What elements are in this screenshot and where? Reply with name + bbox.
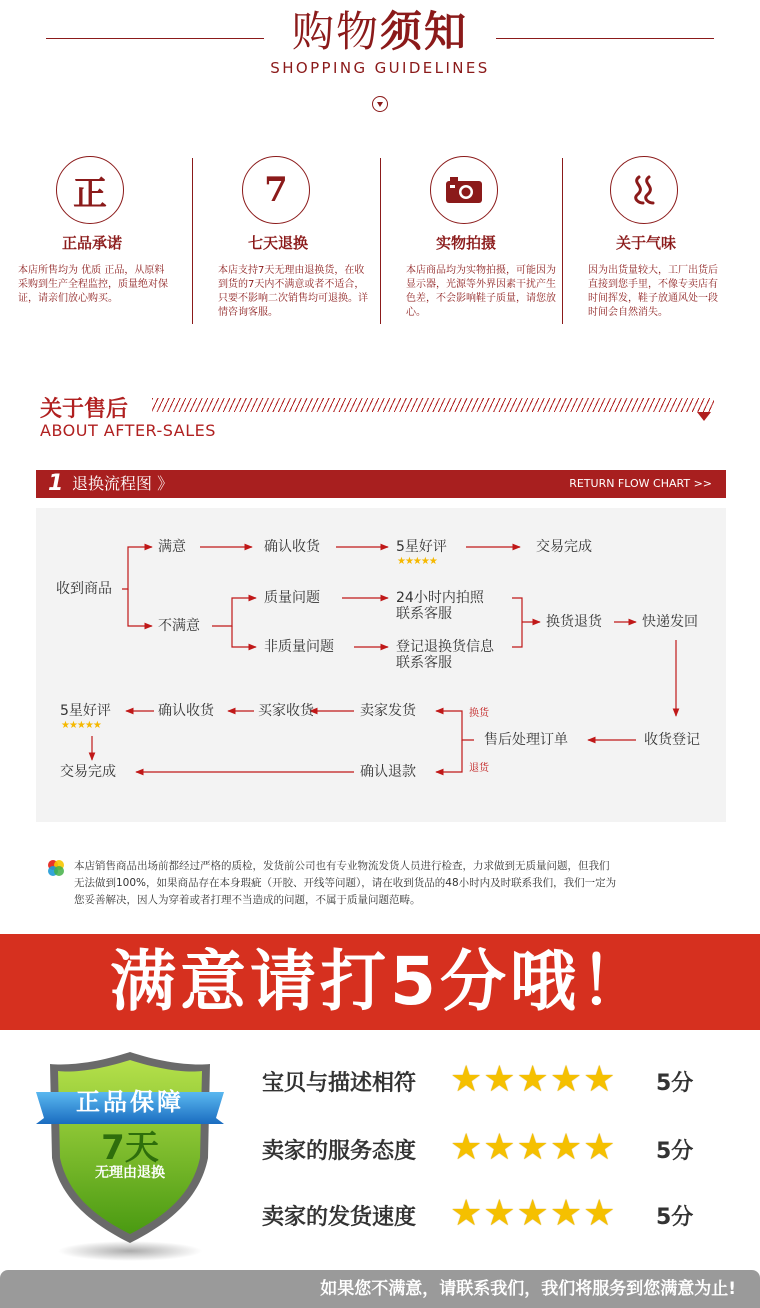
feature-title: 七天退换 bbox=[247, 234, 308, 252]
flow-non-quality-issue: 非质量问题 bbox=[264, 639, 334, 655]
star-rating-icon: ★★★★★ bbox=[450, 1059, 617, 1100]
flow-confirm-receipt-2: 确认收货 bbox=[158, 703, 214, 719]
zheng-icon: 正 bbox=[56, 156, 124, 224]
after-sales-subtitle: ABOUT AFTER-SALES bbox=[40, 421, 216, 440]
notice-line: 无法做到100%，如果商品存在本身瑕疵（开胶、开线等问题），请在收到货品的48小时内及时联系我们，我们一定为 bbox=[74, 877, 617, 889]
flow-unsatisfied: 不满意 bbox=[158, 618, 200, 634]
rating-request-banner bbox=[0, 934, 760, 1030]
footer-text: 如果您不满意，请联系我们，我们将服务到您满意为止! bbox=[320, 1279, 736, 1299]
flow-register-info: 登记退换货信息 bbox=[396, 639, 494, 655]
flow-five-star: 5星好评 bbox=[396, 539, 447, 555]
badge-subtitle: 无理由退换 bbox=[95, 1165, 165, 1181]
flow-five-star-2: 5星好评 bbox=[60, 703, 111, 719]
notice-line: 本店销售商品出场前都经过严格的质检，发货前公司也有专业物流发货人员进行检查，力求做到无质量问题，但我们 bbox=[74, 860, 610, 872]
section-number: 1 bbox=[48, 471, 64, 496]
flow-contact-service: 联系客服 bbox=[396, 606, 452, 622]
badge-title: 正品保障 bbox=[76, 1088, 184, 1116]
flow-confirm-receipt: 确认收货 bbox=[264, 539, 320, 555]
flow-buyer-receive: 买家收货 bbox=[258, 703, 314, 719]
flow-exchange-return: 换货退货 bbox=[546, 614, 602, 630]
flow-confirm-refund: 确认退款 bbox=[360, 764, 416, 780]
flow-return-tag: 退货 bbox=[469, 763, 489, 774]
flow-ship-back: 快递发回 bbox=[642, 614, 698, 630]
title-part-2: 须知 bbox=[380, 7, 469, 56]
feature-title: 关于气味 bbox=[615, 234, 676, 252]
color-dots-icon bbox=[46, 858, 66, 878]
section-label: 退换流程图 》 bbox=[72, 474, 174, 493]
title-part-1: 购物 bbox=[291, 7, 380, 56]
after-sales-title: 关于售后 bbox=[40, 397, 129, 422]
feature-text: 本店商品均为实物拍摄，可能因为显示器，光源等外界因素干扰产生色差，不会影响鞋子质量，请您放心。 bbox=[406, 265, 556, 318]
page-subtitle: SHOPPING GUIDELINES bbox=[270, 59, 490, 77]
rating-label: 宝贝与描述相符 bbox=[262, 1071, 417, 1096]
rating-score: 5分 bbox=[656, 1071, 694, 1096]
notice-line: 您妥善解决，因人为穿着或者打理不当造成的问题，不属于质量问题范畴。 bbox=[74, 894, 421, 906]
flow-satisfied: 满意 bbox=[158, 539, 186, 555]
rating-score: 5分 bbox=[656, 1205, 694, 1230]
feature-text: 因为出货量较大，工厂出货后直接到您手里，不像专卖店有时间挥发，鞋子放通风处一段时间会自然消失。 bbox=[588, 265, 718, 318]
section-label-en: RETURN FLOW CHART >> bbox=[569, 477, 712, 490]
rating-label: 卖家的发货速度 bbox=[262, 1205, 417, 1230]
feature-title: 正品承诺 bbox=[61, 234, 122, 252]
flow-photo-24h: 24小时内拍照 bbox=[396, 590, 484, 606]
flow-quality-issue: 质量问题 bbox=[264, 590, 320, 606]
footer-bar bbox=[0, 1270, 760, 1308]
flow-process-order: 售后处理订单 bbox=[484, 732, 568, 748]
feature-text: 本店所售均为 优质 正品，从原料采购到生产全程监控，质量绝对保证，请亲们放心购买。 bbox=[18, 265, 168, 304]
seven-icon: 7 bbox=[242, 156, 310, 224]
flow-contact-service-2: 联系客服 bbox=[396, 655, 452, 671]
badge-days: 7天 bbox=[101, 1128, 159, 1168]
flow-received: 收到商品 bbox=[56, 581, 112, 597]
rating-score: 5分 bbox=[656, 1139, 694, 1164]
rating-label: 卖家的服务态度 bbox=[262, 1139, 417, 1164]
feature-title: 实物拍摄 bbox=[435, 234, 496, 252]
flow-receipt-register: 收货登记 bbox=[644, 732, 700, 748]
flow-deal-done-2: 交易完成 bbox=[60, 764, 116, 780]
flow-deal-done: 交易完成 bbox=[536, 539, 592, 555]
star-rating-icon: ★★★★★ bbox=[450, 1127, 617, 1168]
star-rating-icon: ★★★★★ bbox=[397, 556, 437, 567]
flow-seller-ship: 卖家发货 bbox=[360, 703, 416, 719]
quality-notice bbox=[74, 858, 724, 909]
flow-exchange-tag: 换货 bbox=[469, 708, 489, 719]
star-rating-icon: ★★★★★ bbox=[450, 1193, 617, 1234]
star-rating-icon: ★★★★★ bbox=[61, 720, 101, 731]
feature-text: 本店支持7天无理由退换货，在收到货的7天内不满意或者不适合，只要不影响二次销售均可退换。详情咨询客服。 bbox=[218, 265, 368, 318]
banner-text: 满意请打5分哦！ bbox=[110, 943, 650, 1020]
